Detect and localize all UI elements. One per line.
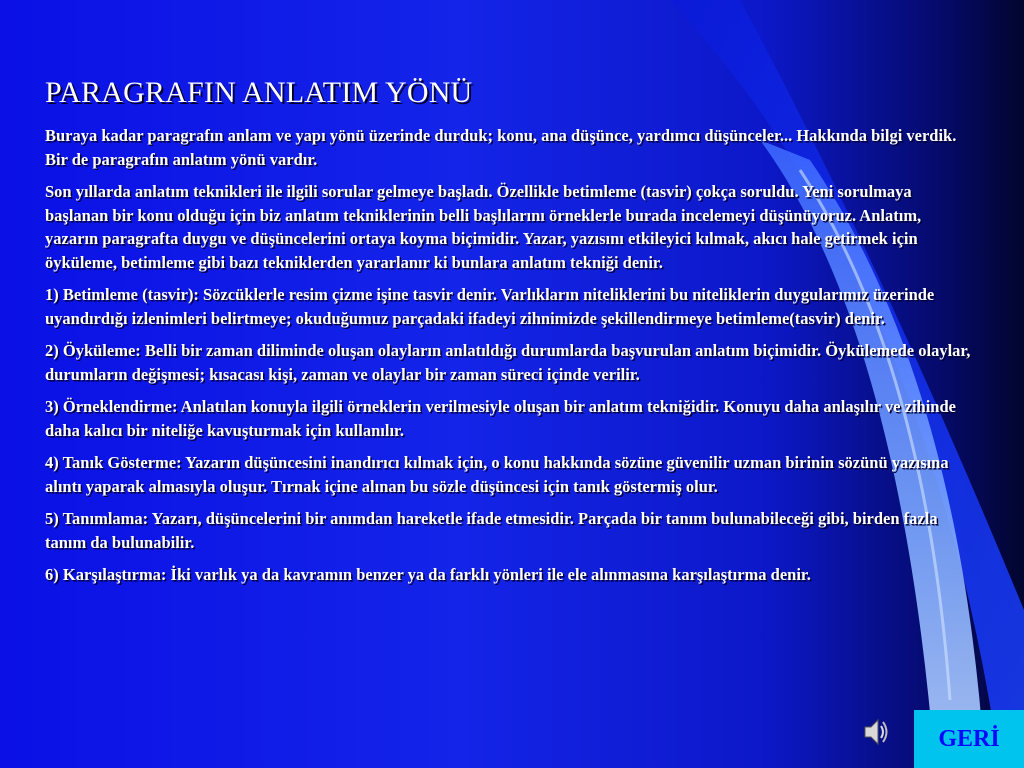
slide-content (45, 124, 975, 596)
technique-orneklendirme: 3) Örneklendirme: Anlatılan konuyla ilgili örneklerin verilmesiyle oluşan bir anlatım tekniğidir. Konuyu daha anlaşılır ve zihinde daha kalıcı bir niteliğe kavuşturmak için kullanılır. (45, 397, 956, 440)
technique-oykuleme: 2) Öyküleme: Belli bir zaman diliminde oluşan olayların anlatıldığı durumlarda başvurulan anlatım biçimidir. Öykülemede olaylar, durumların değişmesi; kısacası kişi, zaman ve olaylar bir zaman süreci içinde verilir. (45, 341, 971, 384)
technique-tanimlama: 5) Tanımlama: Yazarı, düşüncelerini bir anımdan hareketle ifade etmesidir. Parçada bir tanım bulunabileceği gibi, birden fazla tanım da bulunabilir. (45, 509, 938, 552)
speaker-icon[interactable] (863, 716, 889, 748)
technique-tanik-gosterme: 4) Tanık Gösterme: Yazarın düşüncesini inandırıcı kılmak için, o konu hakkında sözüne güvenilir uzman birinin sözünü yazısına alıntı yaparak almasıyla oluşur. Tırnak içine alınan bu sözle düşüncesi için tanık göstermiş olur. (45, 453, 949, 496)
slide-title: PARAGRAFIN ANLATIM YÖNÜ (45, 76, 473, 109)
techniques-paragraph: Son yıllarda anlatım teknikleri ile ilgili sorular gelmeye başladı. Özellikle betimleme (tasvir) çokça soruldu. Yeni sorulmaya başlanan bir konu olduğu için biz anlatım tekniklerinin belli başlılarını örneklerle burada incelemeyi düşünüyoruz. Anlatım, yazarın paragrafta duygu ve düşüncelerini ortaya koyma biçimidir. Yazar, yazısını etkileyici kılmak, akıcı hale getirmek için öyküleme, betimleme gibi bazı tekniklerden yararlanır ki bunlara anlatım tekniği denir. (45, 182, 922, 272)
technique-karsilastirma: 6) Karşılaştırma: İki varlık ya da kavramın benzer ya da farklı yönleri ile ele alınmasına karşılaştırma denir. (45, 565, 811, 584)
intro-paragraph: Buraya kadar paragrafın anlam ve yapı yönü üzerinde durduk; konu, ana düşünce, yardımcı düşünceler... Hakkında bilgi verdik. Bir de paragrafın anlatım yönü vardır. (45, 126, 957, 169)
technique-betimleme: 1) Betimleme (tasvir): Sözcüklerle resim çizme işine tasvir denir. Varlıkların niteliklerini bu niteliklerin duygularımız üzerinde uyandırdığı izlenimleri belirtmeye; okuduğumuz parçadaki ifadeyi zihnimizde şekillendirmeye betimleme(tasvir) denir. (45, 285, 935, 328)
back-button[interactable]: GERİ (914, 710, 1024, 768)
